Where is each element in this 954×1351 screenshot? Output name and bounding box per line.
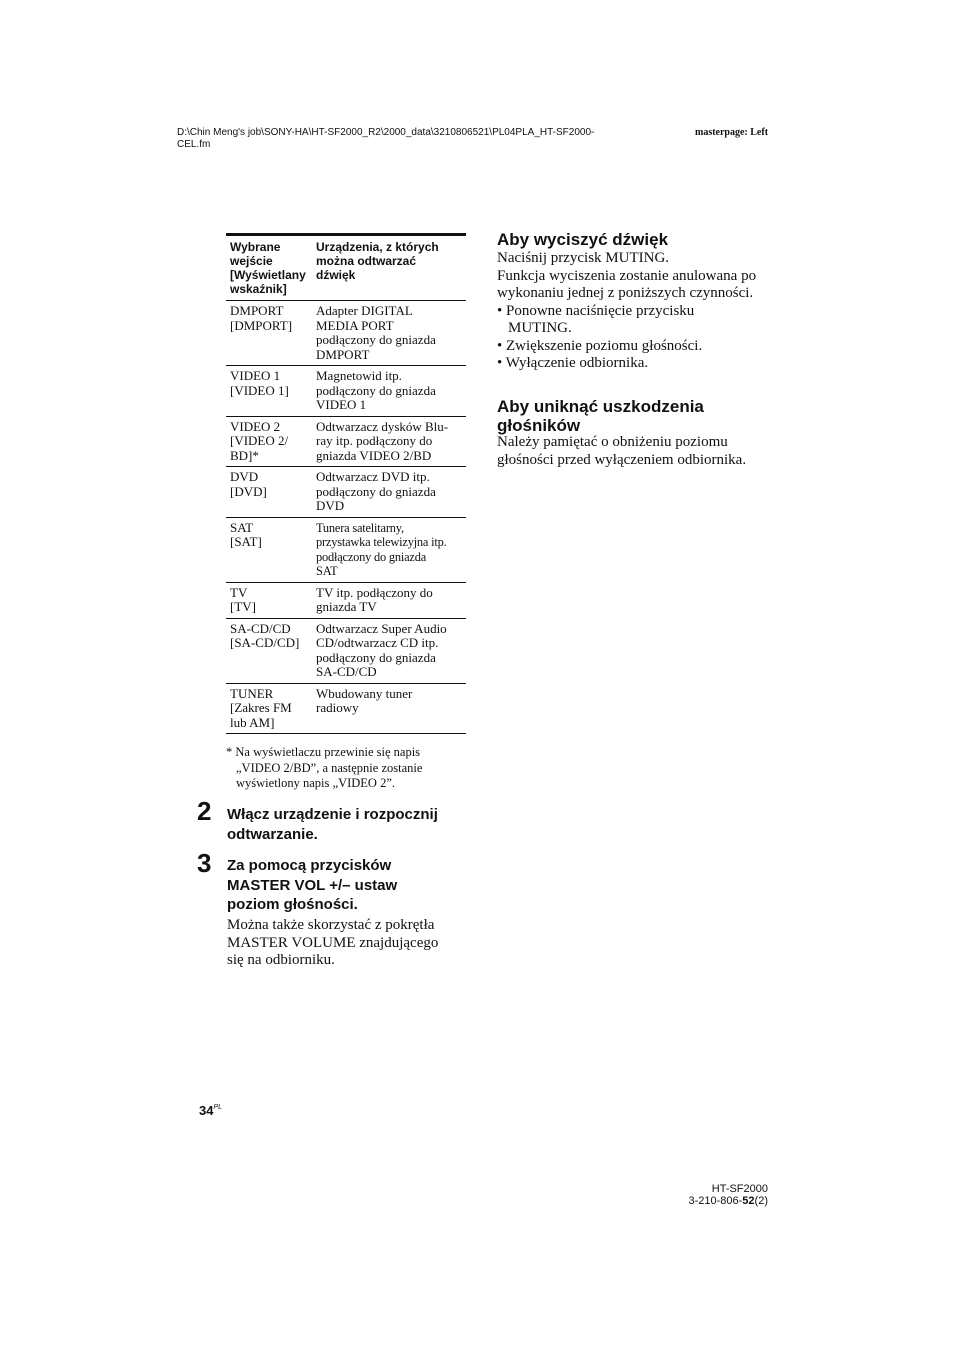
cell-line: Odtwarzacz DVD itp. [316, 469, 430, 484]
header-selected-input [226, 235, 312, 301]
cell-line: [SAT] [230, 534, 262, 549]
table-row [226, 618, 466, 683]
cell-line: Wybrane [230, 240, 281, 254]
cell-line: Magnetowid itp. [316, 368, 402, 383]
cell-line: Adapter DIGITAL [316, 303, 413, 318]
step-2-title [227, 805, 467, 844]
table-row [226, 366, 466, 417]
cell-line: podłączony do gniazda [316, 332, 436, 347]
title-line: Włącz urządzenie i rozpocznij [227, 806, 438, 823]
file-path-line-2: CEL.fm [177, 139, 211, 150]
cell-line: [DVD] [230, 483, 267, 499]
header-playable-devices [312, 235, 466, 301]
cell-line: podłączony do gniazda [316, 382, 436, 398]
cell-line: Urządzenia, z których [316, 240, 439, 254]
input-cell [226, 467, 312, 518]
model-name: HT-SF2000 [711, 1183, 768, 1195]
cell-line: [TV] [230, 599, 256, 614]
model-code-block [685, 1183, 768, 1207]
cell-line: Odtwarzacz Super Audio [316, 620, 447, 636]
input-cell [226, 517, 312, 582]
bullet-item: • Ponowne naciśnięcie przycisku MUTING. [497, 302, 695, 336]
cell-line: ray itp. podłączony do [316, 433, 433, 448]
footnote-line: „VIDEO 2/BD”, a następnie zostanie [236, 760, 423, 775]
cell-line: radiowy [316, 700, 359, 715]
device-cell [312, 582, 466, 618]
cell-line: przystawka telewizyjna itp. [316, 535, 447, 549]
input-cell [226, 683, 312, 734]
title-line: poziom głośności. [227, 896, 358, 913]
code-suffix: (2) [754, 1195, 768, 1207]
body-line: MASTER VOLUME znajdującego [227, 934, 439, 951]
cell-line: lub AM] [230, 714, 275, 730]
cell-line: Wbudowany tuner [316, 685, 413, 701]
cell-line: Odtwarzacz dysków Blu- [316, 418, 449, 434]
code-prefix: 3-210-806- [688, 1195, 743, 1207]
body-line: głośności przed wyłączeniem odbiornika. [497, 451, 747, 468]
heading-line: głośników [497, 416, 581, 435]
cell-line: dźwięk [316, 268, 356, 282]
input-cell [226, 582, 312, 618]
cell-line: TUNER [230, 685, 274, 701]
cell-line: TV itp. podłączony do [316, 584, 433, 600]
cell-line: można odtwarzać [316, 254, 417, 268]
table-footnote [226, 745, 466, 792]
input-cell [226, 366, 312, 417]
footnote-line: * Na wyświetlaczu przewinie się napis [226, 745, 421, 759]
step-number-3: 3 [197, 848, 212, 878]
table-row [226, 517, 466, 582]
body-line: Można także skorzystać z pokrętła [227, 917, 435, 933]
step-3-title [227, 856, 467, 915]
table-header-row [226, 235, 466, 301]
cell-line: CD/odtwarzacz CD itp. [316, 635, 439, 650]
body-line: Należy pamiętać o obniżeniu poziomu [497, 434, 728, 450]
title-line: odtwarzanie. [227, 825, 318, 843]
device-cell [312, 301, 466, 366]
device-cell [312, 366, 466, 417]
cell-line: [VIDEO 2/ [230, 433, 289, 448]
cell-line: VIDEO 1 [316, 397, 367, 412]
cell-line: DVD [230, 469, 259, 484]
page-number-value: 34 [199, 1103, 214, 1118]
device-cell [312, 683, 466, 734]
device-cell [312, 618, 466, 683]
title-line: MASTER VOL +/– ustaw [227, 876, 398, 894]
device-cell [312, 517, 466, 582]
cell-line: [VIDEO 1] [230, 382, 289, 398]
file-path-header [177, 127, 657, 151]
cell-line: DMPORT [316, 346, 370, 362]
table-row [226, 416, 466, 467]
cell-line: [Wyświetlany [230, 268, 306, 282]
cell-line: Tunera satelitarny, [316, 520, 404, 535]
step-number-2: 2 [197, 796, 212, 826]
body-line: się na odbiorniku. [227, 952, 335, 968]
code-bold-part: 52 [742, 1195, 755, 1207]
mute-heading: Aby wyciszyć dźwięk [497, 230, 669, 249]
cell-line: [DMPORT] [230, 317, 293, 333]
mute-body [497, 250, 777, 373]
cell-line: DVD [316, 498, 345, 513]
body-line: wykonaniu jednej z poniższych czynności. [497, 285, 754, 301]
table-row [226, 467, 466, 518]
body-line: Funkcja wyciszenia zostanie anulowana po [497, 267, 757, 284]
page-language-code: PL [213, 1104, 223, 1111]
masterpage-label: masterpage: Left [695, 127, 769, 138]
input-cell [226, 618, 312, 683]
table-row [226, 301, 466, 366]
page-number [199, 1103, 222, 1118]
cell-line: gniazda TV [316, 599, 377, 614]
cell-line: SAT [316, 564, 338, 578]
bullet-item: • Wyłączenie odbiornika. [497, 355, 649, 371]
cell-line: [Zakres FM [230, 700, 292, 715]
speaker-heading [497, 397, 777, 435]
cell-line: gniazda VIDEO 2/BD [316, 447, 432, 463]
title-line: Za pomocą przycisków [227, 857, 392, 874]
input-cell [226, 416, 312, 467]
cell-line: podłączony do gniazda [316, 649, 436, 665]
file-path-line-1: D:\Chin Meng's job\SONY-HA\HT-SF2000_R2\2000_data\3210806521\PL04PLA_HT-SF2000- [177, 127, 595, 138]
bullet-item: • Zwiększenie poziomu głośności. [497, 337, 703, 354]
input-cell [226, 301, 312, 366]
cell-line: podłączony do gniazda [316, 483, 436, 499]
speaker-body [497, 434, 777, 469]
cell-line: SA-CD/CD [230, 620, 291, 636]
cell-line: MEDIA PORT [316, 317, 394, 333]
cell-line: BD]* [230, 447, 259, 463]
table-row [226, 683, 466, 734]
device-cell [312, 467, 466, 518]
device-cell [312, 416, 466, 467]
document-code [685, 1195, 768, 1207]
cell-line: SA-CD/CD [316, 664, 377, 679]
cell-line: DMPORT [230, 303, 284, 318]
cell-line: SAT [230, 519, 254, 535]
cell-line: VIDEO 2 [230, 418, 281, 434]
cell-line: TV [230, 584, 248, 600]
table-row [226, 582, 466, 618]
input-devices-table [226, 233, 466, 734]
cell-line: [SA-CD/CD] [230, 635, 300, 650]
cell-line: VIDEO 1 [230, 368, 281, 383]
body-line: Naciśnij przycisk MUTING. [497, 250, 670, 266]
cell-line: wejście [230, 254, 273, 268]
cell-line: wskaźnik] [230, 282, 287, 296]
heading-line: Aby uniknąć uszkodzenia [497, 397, 704, 416]
cell-line: podłączony do gniazda [316, 549, 427, 564]
footnote-line: wyświetlony napis „VIDEO 2”. [236, 776, 395, 790]
step-3-body [227, 917, 467, 970]
